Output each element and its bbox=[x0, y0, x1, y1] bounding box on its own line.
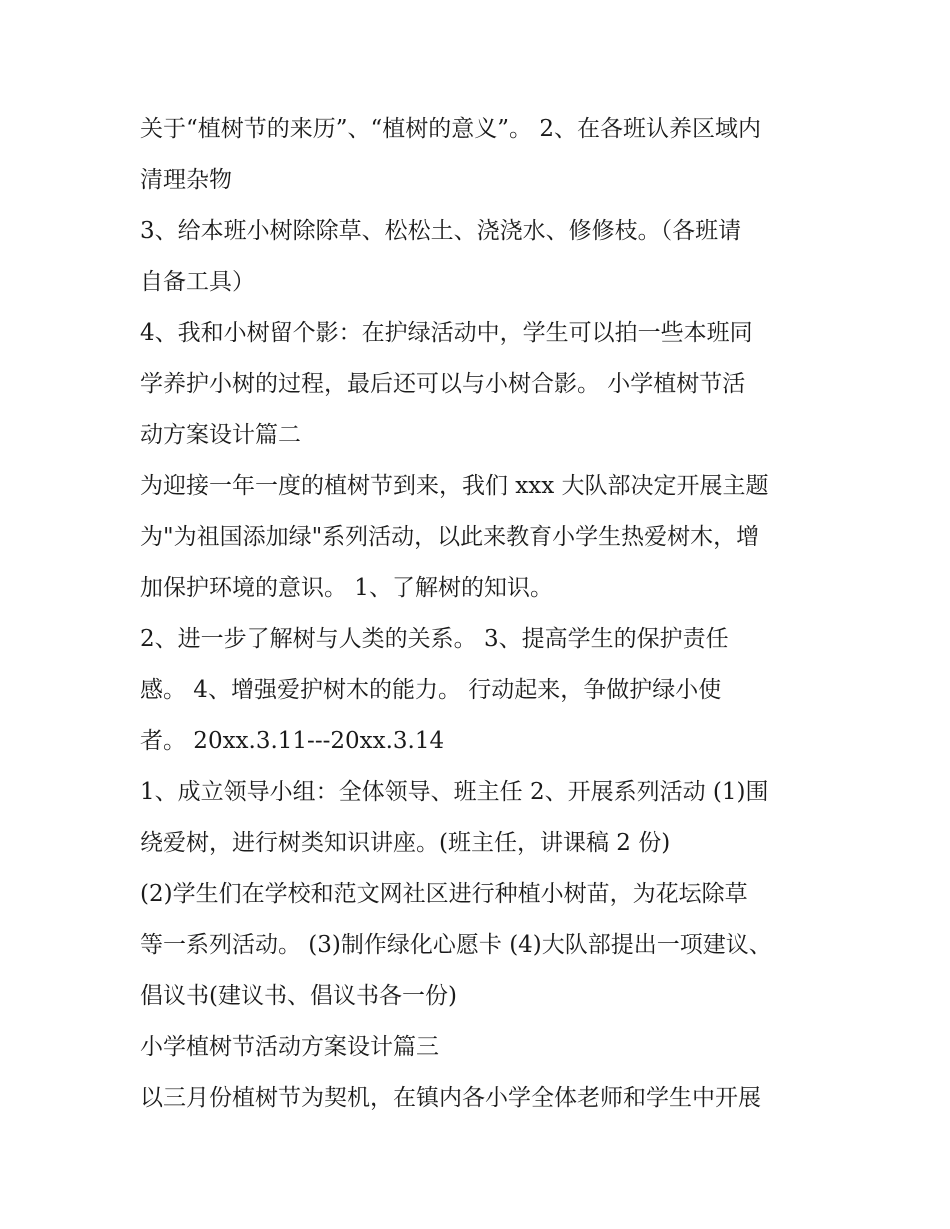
text-line: 为"为祖国添加绿"系列活动，以此来教育小学生热爱树木，增 bbox=[140, 524, 760, 550]
text-line: 加保护环境的意识。 1、了解树的知识。 bbox=[140, 575, 553, 601]
text-line: 自备工具） bbox=[140, 269, 255, 295]
text-line: 清理杂物 bbox=[140, 167, 232, 193]
text-line: 动方案设计篇二 bbox=[140, 422, 301, 448]
text-line: 等一系列活动。 (3)制作绿化心愿卡 (4)大队部提出一项建议、 bbox=[140, 932, 772, 958]
text-line: 绕爱树，进行树类知识讲座。(班主任，讲课稿 2 份) bbox=[140, 830, 671, 856]
text-line: 者。 20xx.3.11---20xx.3.14 bbox=[140, 728, 445, 754]
text-line: 为迎接一年一度的植树节到来，我们 xxx 大队部决定开展主题 bbox=[140, 473, 769, 499]
text-line: 感。 4、增强爱护树木的能力。 行动起来，争做护绿小使 bbox=[140, 677, 722, 703]
text-line: 以三月份植树节为契机，在镇内各小学全体老师和学生中开展 bbox=[140, 1085, 761, 1111]
text-line: 3、给本班小树除除草、松松土、浇浇水、修修枝。（各班请 bbox=[140, 218, 742, 244]
text-line: 学养护小树的过程，最后还可以与小树合影。 小学植树节活 bbox=[140, 371, 746, 397]
text-line: 关于“植树节的来历”、“植树的意义”。 2、在各班认养区域内 bbox=[140, 116, 761, 142]
text-line: 4、我和小树留个影：在护绿活动中，学生可以拍一些本班同 bbox=[140, 320, 753, 346]
text-line: 2、进一步了解树与人类的关系。 3、提高学生的保护责任 bbox=[140, 626, 729, 652]
text-line: (2)学生们在学校和范文网社区进行种植小树苗，为花坛除草 bbox=[140, 881, 748, 907]
section-heading: 小学植树节活动方案设计篇三 bbox=[140, 1034, 439, 1060]
document-body bbox=[140, 104, 830, 1124]
text-line: 倡议书(建议书、倡议书各一份) bbox=[140, 983, 457, 1009]
text-line: 1、成立领导小组：全体领导、班主任 2、开展系列活动 (1)围 bbox=[140, 779, 769, 805]
